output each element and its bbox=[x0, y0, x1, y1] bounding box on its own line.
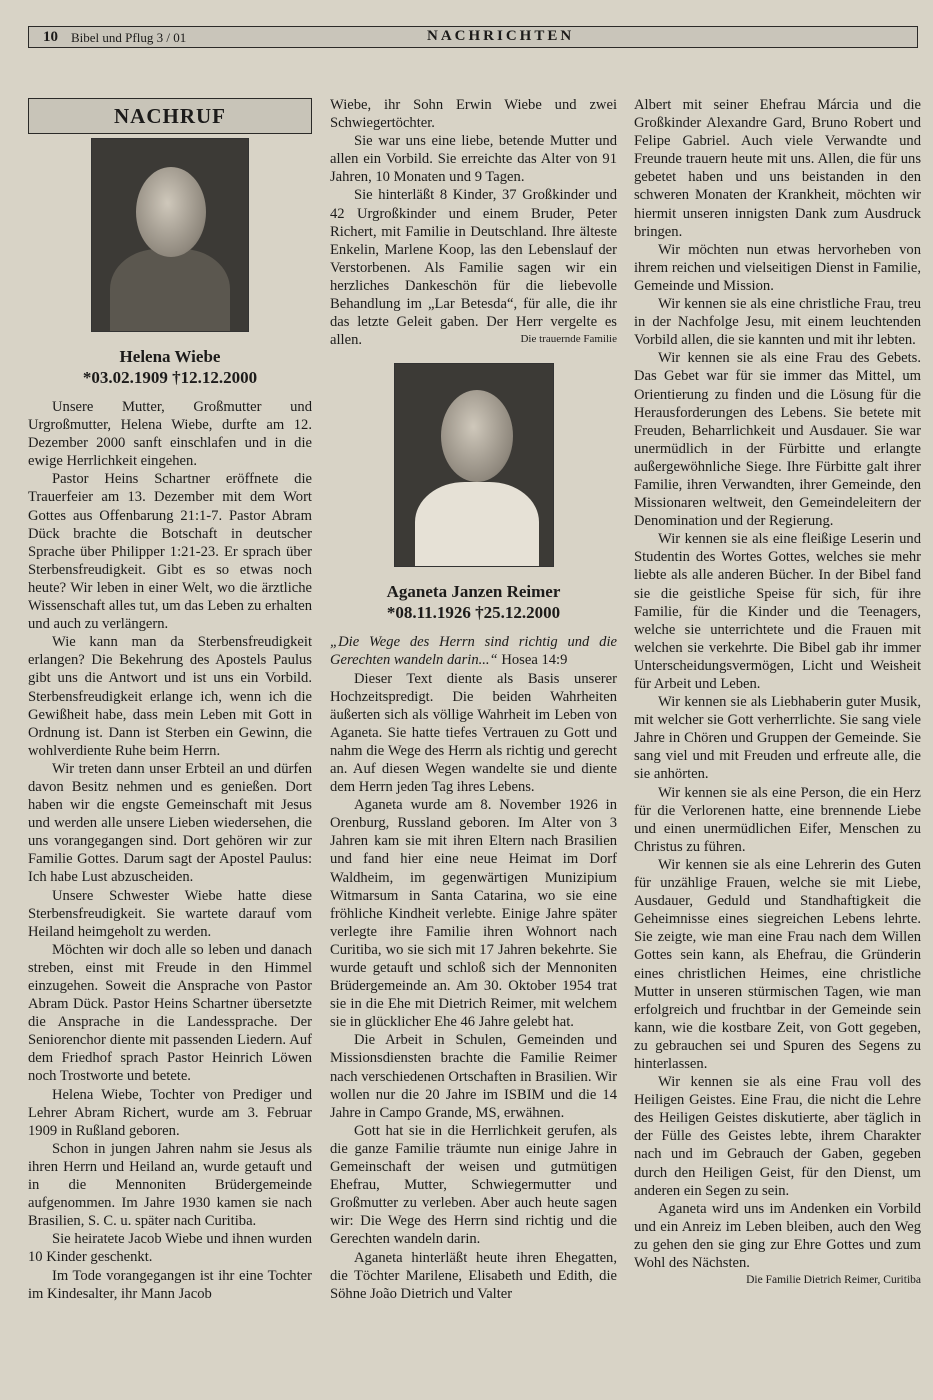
paragraph: Wir kennen sie als eine Lehrerin des Guten für unzählige Frauen, welche sie mit Liebe, Ausdauer, Geduld und Standhaftigkeit die Geheimnisse eines siegreichen Lebens lehrte. Sie zeigte, wie man eine Frau nach dem Willen Gottes sein kann, als Ehefrau, die Gründerin eines christlichen Heimes, eine christliche Mutter in unseren stürmischen Tagen, wie man erfolgreich und fruchtbar in der Gemeinde sein kann, wie die kostbare Zeit, von Gott gegeben, zu gebrauchen sei und Spuren des Segens zu hinterlassen. bbox=[634, 856, 921, 1072]
signature-reimer-family: Die Familie Dietrich Reimer, Curitiba bbox=[746, 1274, 921, 1287]
paragraph: Helena Wiebe, Tochter von Prediger und Lehrer Abram Richert, wurde am 3. Februar 1909 in Rußland geboren. bbox=[28, 1086, 312, 1139]
deceased-name-2: Aganeta Janzen Reimer bbox=[386, 582, 561, 602]
paragraph: Wir kennen sie als eine Frau voll des Heiligen Geistes. Eine Frau, die nicht die Lehre des Heiligen Geistes diskutierte, aber täglich in der Fülle des Geistes lebte, ihrem Charakter nach und im Gebrauch der Gaben, gegeben durch den Heiligen Geist, für den Dienst, um anderen ein Segen zu sein. bbox=[634, 1074, 921, 1199]
column-1 bbox=[28, 96, 312, 1303]
paragraph: Wir treten dann unser Erbteil an und dürfen davon Besitz nehmen und es genießen. Dort haben wir die engste Gemeinschaft mit Jesus und werden alle unsere Lieben wiedersehen, die uns vorangegangen sind. Dort gehören wir zur Familie Gottes. Darum sagt der Apostel Paulus: Ich habe Lust abzuscheiden. bbox=[28, 760, 312, 886]
obituary-heading: NACHRUF bbox=[114, 104, 226, 128]
article-body-1 bbox=[28, 398, 312, 1303]
paragraph: Im Tode vorangegangen ist ihr eine Tochter im Kindesalter, ihr Mann Jacob bbox=[28, 1267, 312, 1302]
paragraph: Die Arbeit in Schulen, Gemeinden und Missionsdiensten brachte die Familie Reimer nach verschiedenen Ortschaften in Brasilien. Wir wollen nur die 20 Jahre im ISBIM und die 14 Jahre in Campo Grande, MS, erwähnen. bbox=[330, 1032, 617, 1121]
paragraph: Wir kennen sie als eine Person, die ein Herz für die Verlorenen hatte, eine brennende Liebe und einen unermüdlichen Eifer, Menschen zu Christus zu führen. bbox=[634, 784, 921, 855]
article-body-2-continued bbox=[634, 96, 921, 1272]
deceased-dates-2: *08.11.1926 †25.12.2000 bbox=[386, 603, 561, 623]
paragraph: Wiebe, ihr Sohn Erwin Wiebe und zwei Schwiegertöchter. bbox=[330, 97, 617, 132]
paragraph: Aganeta wurde am 8. November 1926 in Orenburg, Russland geboren. Im Alter von 3 Jahren kam sie mit ihren Eltern nach Brasilien und fand hier eine neue Heimat im Dorf Waldheim, im gegenwärtigen Munizipium Witmarsum in Santa Catarina, wo sie eine fröhliche Kindheit verlebte. Einige Jahre später verlegte ihre Familie ihren Wohnort nach Curitiba, wo sie sich mit 17 Jahren bekehrte. Sie wurde getauft und schloß sich der Mennoniten Brüdergemeinde an. Am 30. Oktober 1954 trat sie in die Ehe mit Dietrich Reimer, mit welchem sie in glücklicher Ehe 46 Jahre gelebt hat. bbox=[330, 797, 617, 1031]
paragraph: Unsere Mutter, Großmutter und Urgroßmutter, Helena Wiebe, durfte am 12. Dezember 2000 sanft einschlafen und in die ewige Herrlichkeit eingehen. bbox=[28, 399, 312, 470]
article-body-1-continued bbox=[330, 96, 617, 349]
deceased-dates-1: *03.02.1909 †12.12.2000 bbox=[82, 368, 258, 387]
paragraph: Wir möchten nun etwas hervorheben von ihrem reichen und vielseitigen Dienst in Familie, Gemeinde und Mission. bbox=[634, 241, 921, 294]
paragraph: Sie heiratete Jacob Wiebe und ihnen wurden 10 Kinder geschenkt. bbox=[28, 1231, 312, 1266]
paragraph: Aganeta hinterläßt heute ihren Ehegatten, die Töchter Marilene, Elisabeth und Edith, die Söhne João Dietrich und Valter bbox=[330, 1249, 617, 1302]
paragraph: Albert mit seiner Ehefrau Márcia und die Großkinder Alexandre Gard, Bruno Robert und Felipe Gabriel. Auch viele Verwandte und Freunde trauern heute mit uns. Allen, die für uns gebetet haben und uns beistanden in den schweren Monaten der Krankheit, möchten wir hiermit unseren innigsten Dank zum Ausdruck bringen. bbox=[634, 97, 921, 240]
signature-grieving-family: Die trauernde Familie bbox=[520, 333, 617, 346]
paragraph: Dieser Text diente als Basis unserer Hochzeitspredigt. Die beiden Wahrheiten äußerten sich als völlige Wahrheit im Leben von Aganeta. Sie hatte tiefes Vertrauen zu Gott und nahm die Wege des Herrn als richtig und gerecht an. Auf diesen Wegen wandelte sie und diente dem Herrn jeden Tag ihres Lebens. bbox=[330, 670, 617, 796]
page-header bbox=[28, 26, 918, 48]
paragraph: Wir kennen sie als Liebhaberin guter Musik, mit welcher sie Gott verherrlichte. Sie sang viele Jahre in Chören und Gruppen der Gemeinde. Sie sang viel und mit Freuden und erfreute alle, die sie anhörten. bbox=[634, 694, 921, 783]
obituary-heading-box bbox=[28, 98, 312, 134]
deceased-name-1: Helena Wiebe bbox=[119, 347, 221, 366]
paragraph: Wir kennen sie als eine Frau des Gebets. Das Gebet war für sie immer das Mittel, um Orientierung zu finden und die Lösung für die Herausforderungen des Lebens. Sie betete mit Freuden, Beharrlichkeit und Ausdauer. Sie war unermüdlich in der Fürbitte und erlangte außergewöhnliche Siege. Ihre Fürbitte galt ihrer Familie, ihren Verwandten, ihrer Gemeinde, den Missionaren weltweit, den Gemeindeleitern der Denomination und der Regierung. bbox=[634, 350, 921, 530]
aganeta-reimer-photo bbox=[394, 363, 554, 567]
paragraph: Sie war uns eine liebe, betende Mutter und allen ein Vorbild. Sie erreichte das Alter von 91 Jahren, 10 Monaten und 9 Tagen. bbox=[330, 133, 617, 186]
paragraph: Aganeta wird uns im Andenken ein Vorbild und ein Anreiz im Leben bleiben, auch den Weg zu gehen den sie ging zur Ehre Gottes und zum Wohl des Nächsten. bbox=[634, 1200, 921, 1271]
helena-wiebe-photo bbox=[91, 138, 249, 332]
paragraph: Wir kennen sie als eine fleißige Leserin und Studentin des Wortes Gottes, welches sie mehr liebte als alle anderen Bücher. In der Bibel fand sie die geistliche Speise für sich, für ihre Familie, für die Kinder und die Teenagers, welche sie unterrichtete und die Frauen mit welchen sie verkehrte. Die Bibel gab ihr immer Unterscheidungsvermögen, Licht und Weisheit für Arbeit und Leben. bbox=[634, 531, 921, 692]
page-number: 10 bbox=[43, 29, 58, 45]
paragraph: Sie hinterläßt 8 Kinder, 37 Großkinder und 42 Urgroßkinder und einem Bruder, Peter Richert, mit Familie in Deutschland. Ihre älteste Enkelin, Marlene Koop, las den Lebenslauf der Verstorbenen. Als Familie sagen wir ein herzliches Dankeschön für die liebevolle Behandlung im „Lar Betesda“, für alle, die ihr das letzte Geleit gaben. Der Herr vergelte es allen. bbox=[330, 187, 617, 349]
column-2 bbox=[330, 96, 617, 1303]
paragraph: Schon in jungen Jahren nahm sie Jesus als ihren Herrn und Heiland an, wurde getauft und in die Mennoniten Brüdergemeinde aufgenommen. Im Jahre 1930 kamen sie nach Brasilien, S. C. u. später nach Curitiba. bbox=[28, 1140, 312, 1230]
paragraph: Gott hat sie in die Herrlichkeit gerufen, als die ganze Familie träumte nun einige Jahre in Gemeinschaft der weisen und gutmütigen Ehefrau, Mutter, Schwiegermutter und Großmutter zu verleben. Aber auch heute sagen wir: Die Wege des Herrn sind richtig und die Gerechten wandeln darin. bbox=[330, 1122, 617, 1248]
bible-quote: „Die Wege des Herrn sind richtig und die Gerechten wandeln darin...“ Hosea 14:9 bbox=[330, 634, 617, 669]
paragraph: Unsere Schwester Wiebe hatte diese Sterbensfreudigkeit. Sie wartete darauf vom Heiland heimgeholt zu werden. bbox=[28, 887, 312, 940]
paragraph: Wie kann man da Sterbensfreudigkeit erlangen? Die Bekehrung des Apostels Paulus gibt uns die Antwort und ist uns ein Vorbild. Sterbensfreudigkeit erlange ich, wenn ich die Gewißheit habe, dass mein Leben mit Gott in Ordnung ist. Dann ist Sterben ein Gewinn, die wohlverdiente Ruhe beim Herrn. bbox=[28, 634, 312, 759]
paragraph: Pastor Heins Schartner eröffnete die Trauerfeier am 13. Dezember mit dem Wort Gottes aus Offenbarung 21:1-7. Pastor Abram Dück brachte die Botschaft in deutscher Sprache über Philipper 1:21-23. Er sprach über Sterbensfreudigkeit. Gibt es so etwas noch heute? Wir leben in einer Welt, wo die ärztliche Wissenschaft alles tut, um das Leben zu erhalten und auch zu verlängern. bbox=[28, 471, 312, 633]
article-body-2 bbox=[330, 670, 617, 1303]
paragraph: Möchten wir doch alle so leben und danach streben, einst mit Freude in den Himmel einzugehen. Soweit die Ansprache von Pastor Abram Dück. Pastor Heins Schartner übersetzte die Ansprache in die Landessprache. Der Seniorenchor diente mit passenden Liedern. Auf dem Friedhof sprach Pastor Heinrich Löwen noch Trostworte und betete. bbox=[28, 941, 312, 1085]
magazine-issue: Bibel und Pflug 3 / 01 bbox=[71, 30, 187, 45]
paragraph: Wir kennen sie als eine christliche Frau, treu in der Nachfolge Jesu, mit einem leuchtenden Vorbild allen, die sie kannten und mit ihr lebten. bbox=[634, 296, 921, 349]
section-title: NACHRICHTEN bbox=[427, 28, 575, 44]
column-3 bbox=[634, 96, 921, 1288]
